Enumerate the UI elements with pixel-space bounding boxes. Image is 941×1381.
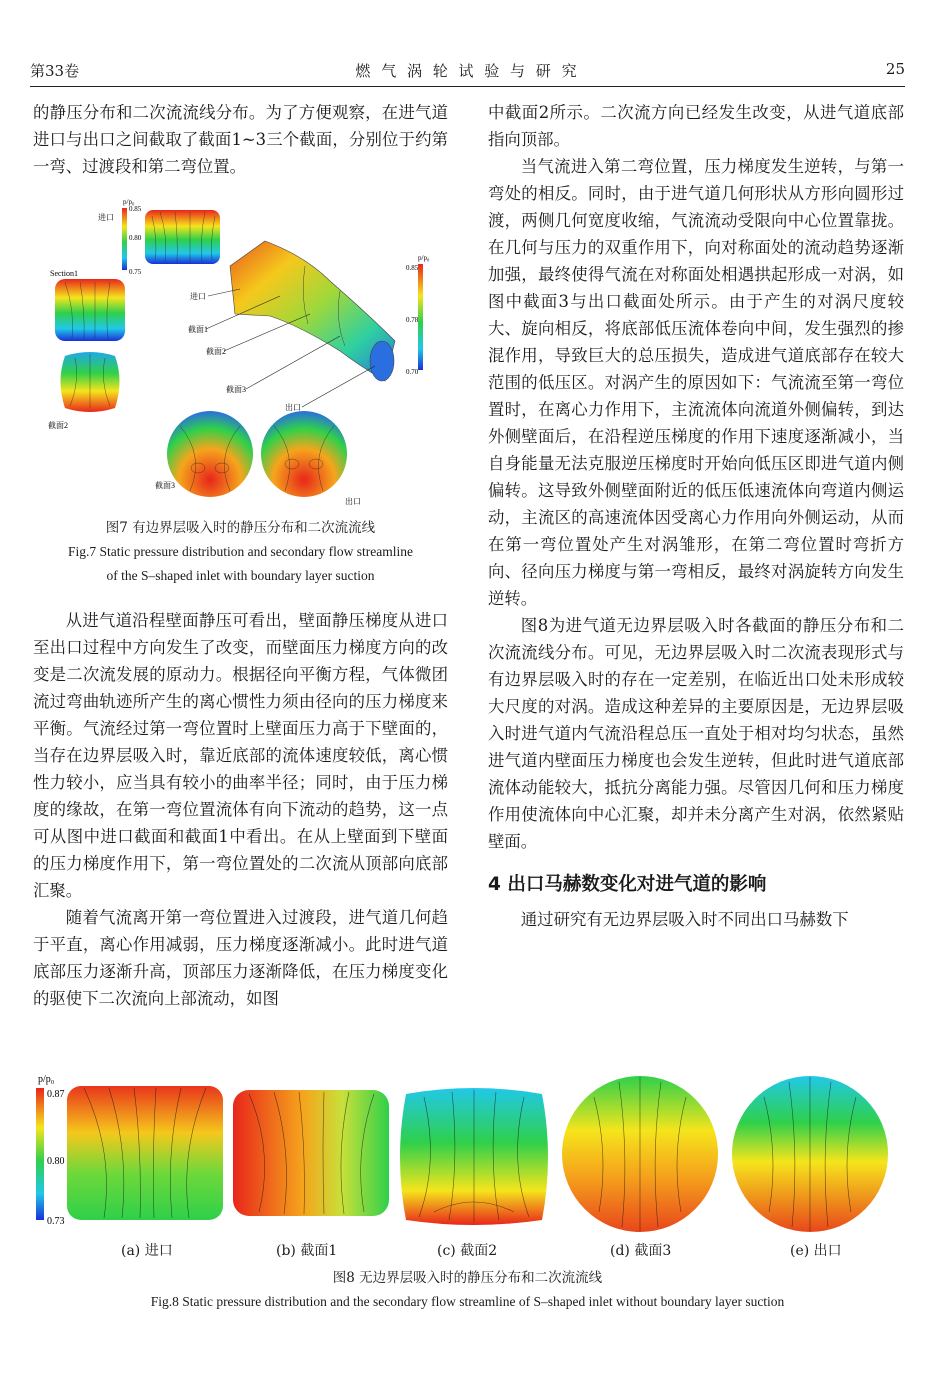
running-header	[30, 60, 905, 82]
small-scale-min: 0.75	[129, 268, 142, 276]
section-heading: 4 出口马赫数变化对进气道的影响	[488, 874, 767, 895]
volume-number: 第33卷	[30, 62, 80, 80]
big-colorbar	[418, 264, 423, 370]
small-scale-max: 0.85	[129, 205, 142, 213]
label-section3: 截面3	[155, 481, 175, 490]
fig7-caption	[33, 516, 448, 588]
fig8-section-b	[233, 1090, 389, 1216]
left-column-bottom	[33, 607, 448, 1012]
figure-7	[40, 196, 445, 510]
header-rule	[30, 86, 905, 87]
label-section2: 截面2	[48, 421, 68, 430]
fig7-caption-cn: 图7 有边界层吸入时的静压分布和二次流流线	[105, 520, 376, 536]
fig8-label-d: (d) 截面3	[610, 1243, 672, 1259]
duct-outlet-face	[370, 341, 394, 381]
inlet-section	[145, 210, 220, 264]
fig8-scale-max: 0.87	[47, 1089, 65, 1100]
fig7-caption-en-1: Fig.7 Static pressure distribution and secondary flow streamline	[68, 544, 413, 559]
journal-title: 燃 气 涡 轮 试 验 与 研 究	[355, 62, 580, 80]
label-outlet: 出口	[345, 497, 361, 506]
arrow-label-inlet: 进口	[190, 292, 206, 301]
fig7-caption-en-2: of the S–shaped inlet with boundary layer suction	[106, 568, 375, 583]
fig8-scale-title: p/p₀	[38, 1074, 55, 1085]
big-scale-min: 0.70	[406, 368, 419, 376]
label-section1: Section1	[50, 269, 78, 278]
paragraph: 从进气道沿程壁面静压可看出，壁面静压梯度从进口至出口过程中方向发生了改变，而壁面压力梯度方向的改变是二次流发展的原动力。根据径向平衡方程，气体微团流过弯曲轨迹所产生的离心惯性力须由径向的压力梯度来平衡。气流经过第一弯位置时上壁面压力高于下壁面的，当存在边界层吸入时，靠近底部的流体速度较低，离心惯性力较小，应当具有较小的曲率半径；同时，由于压力梯度的缘故，在第一弯位置流体有向下流动的趋势，这一点可从图中进口截面和截面1中看出。在从上壁面到下壁面的压力梯度作用下，第一弯位置处的二次流从顶部向底部汇聚。	[33, 611, 448, 900]
big-scale-max: 0.85	[406, 264, 419, 272]
fig8-caption-cn: 图8 无边界层吸入时的静压分布和二次流流线	[332, 1270, 603, 1286]
fig8-label-c: (c) 截面2	[437, 1243, 498, 1259]
paragraph: 的静压分布和二次流流线分布。为了方便观察，在进气道进口与出口之间截取了截面1~3三个截面，分别位于约第一弯、过渡段和第二弯位置。	[33, 103, 448, 176]
arrow-label-outlet: 出口	[285, 403, 301, 412]
page-number: 25	[885, 60, 905, 78]
fig8-caption-en: Fig.8 Static pressure distribution and the secondary flow streamline of S–shaped inlet without boundary layer suction	[150, 1294, 785, 1309]
arrow-label-section3: 截面3	[226, 385, 246, 394]
label-inlet: 进口	[98, 213, 114, 222]
small-scale-mid: 0.80	[129, 234, 142, 242]
big-scale-mid: 0.78	[406, 316, 419, 324]
fig8-colorbar	[36, 1088, 44, 1220]
paragraph: 图8为进气道无边界层吸入时各截面的静压分布和二次流流线分布。可见，无边界层吸入时二次流表现形式与有边界层吸入时的存在一定差别，在临近出口处未形成较大尺度的对涡。造成这种差异的主要原因是，无边界层吸入时进气道内气流沿程总压一直处于相对均匀状态，虽然进气道内壁面压力梯度也会发生逆转，但此时进气道底部流体动能较大，抵抗分离能力强。尽管因几何和压力梯度作用使流体向中心汇聚，却并未分离产生对涡，依然紧贴壁面。	[488, 616, 904, 851]
fig8-scale-mid: 0.80	[47, 1156, 65, 1167]
paragraph: 随着气流离开第一弯位置进入过渡段，进气道几何趋于平直，离心作用减弱，压力梯度逐渐减小。此时进气道底部压力逐渐升高，顶部压力逐渐降低，在压力梯度变化的驱使下二次流向上部流动，如图	[33, 908, 448, 1008]
fig8-label-b: (b) 截面1	[276, 1243, 338, 1259]
paragraph: 中截面2所示。二次流方向已经发生改变，从进气道底部指向顶部。	[488, 103, 904, 149]
section3	[167, 411, 253, 497]
fig8-label-a: (a) 进口	[121, 1243, 173, 1259]
section1	[55, 279, 125, 341]
paragraph: 当气流进入第二弯位置，压力梯度发生逆转，与第一弯处的相反。同时，由于进气道几何形状从方形向圆形过渡，两侧几何宽度收缩，气流流动受限向中心位置靠拢。在几何与压力的双重作用下，向对称面处的流动趋势逐渐加强，最终使得气流在对称面处相遇拱起形成一对涡，如图中截面3与出口截面处所示。由于产生的对涡尺度较大、旋向相反，将底部低压流体卷向中间，发生强烈的掺混作用，导致巨大的总压损失，造成进气道底部存在较大范围的低压区。对涡产生的原因如下：气流流至第一弯位置时，在离心力作用下，主流流体向流道外侧偏转，到达外侧壁面后，在沿程逆压梯度的作用下速度逐渐减小，当自身能量无法克服逆压梯度时开始向低压区即进气道内侧偏转。这导致外侧壁面附近的低压低速流体向弯道内侧运动，主流区的高速流体因受离心力作用向外侧运动，从而在第一弯位置处产生对涡雏形，在第二弯位置时弯折方向、径向压力梯度与第一弯相反，最终对涡旋转方向发生逆转。	[488, 157, 904, 608]
right-column	[488, 99, 904, 933]
fig8-scale-min: 0.73	[47, 1216, 65, 1227]
small-scale-title: p/p₀	[123, 198, 135, 206]
paragraph: 通过研究有无边界层吸入时不同出口马赫数下	[520, 910, 849, 929]
arrow-label-section2: 截面2	[206, 347, 226, 356]
fig8-caption	[30, 1266, 905, 1314]
outlet-section	[261, 411, 347, 497]
left-column-top	[33, 99, 448, 180]
arrow-label-section1: 截面1	[188, 325, 208, 334]
figure-8	[34, 1072, 914, 1268]
big-scale-title: p/p₀	[418, 254, 430, 262]
fig8-label-e: (e) 出口	[790, 1243, 842, 1259]
small-colorbar	[122, 208, 127, 270]
